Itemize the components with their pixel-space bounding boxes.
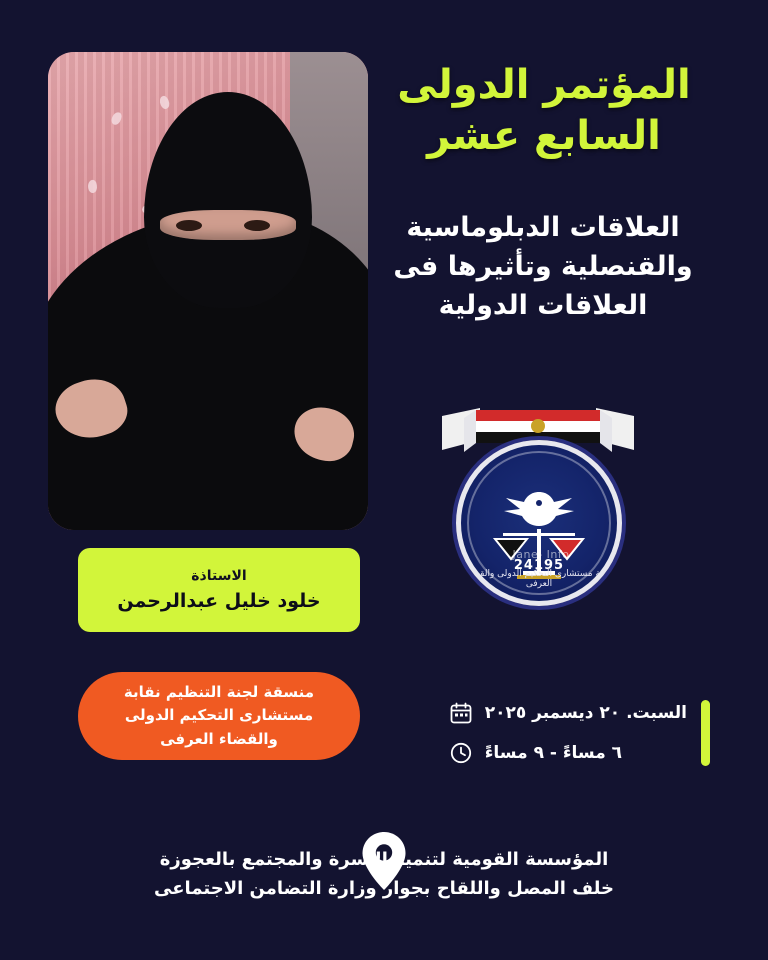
schedule-block bbox=[410, 690, 710, 776]
schedule-date: السبت. ٢٠ ديسمبر ٢٠٢٥ bbox=[484, 703, 687, 723]
figure-eye-right bbox=[244, 220, 270, 231]
emblem-watermark: Jane- Info. bbox=[508, 548, 570, 561]
clock-icon bbox=[449, 741, 473, 765]
organization-emblem bbox=[440, 402, 636, 646]
speaker-role-chip: منسقة لجنة التنظيم نقابة مستشارى التحكيم الدولى والقضاء العرفى bbox=[78, 672, 360, 760]
speaker-title: الاستاذة bbox=[191, 568, 247, 584]
schedule-time-row bbox=[449, 741, 687, 765]
emblem-number: 24195 bbox=[513, 558, 565, 573]
speaker-name: خلود خليل عبدالرحمن bbox=[117, 590, 321, 612]
figure-eye-left bbox=[176, 220, 202, 231]
location-text bbox=[88, 846, 680, 904]
conference-subject: العلاقات الدبلوماسية والقنصلية وتأثيرها فى العلاقات الدولية bbox=[393, 212, 693, 322]
emblem-caption: نقابة مستشارى التحكيم الدولى والقضاء العرفى bbox=[465, 569, 613, 589]
schedule-accent-bar bbox=[701, 700, 710, 766]
emblem-circle bbox=[456, 440, 622, 606]
speaker-name-chip bbox=[78, 548, 360, 632]
location-line-2: خلف المصل واللقاح بجوار وزارة التضامن الاجتماعى bbox=[154, 877, 614, 899]
page-title: المؤتمر الدولى السابع عشر bbox=[397, 62, 691, 160]
calendar-icon bbox=[449, 701, 473, 725]
schedule-date-row bbox=[449, 701, 687, 725]
location-line-1: المؤسسة القومية لتنمية الأسرة والمجتمع بالعجوزة bbox=[159, 849, 609, 870]
speaker-photo bbox=[48, 52, 368, 530]
schedule-time: ٦ مساءً - ٩ مساءً bbox=[484, 743, 623, 763]
